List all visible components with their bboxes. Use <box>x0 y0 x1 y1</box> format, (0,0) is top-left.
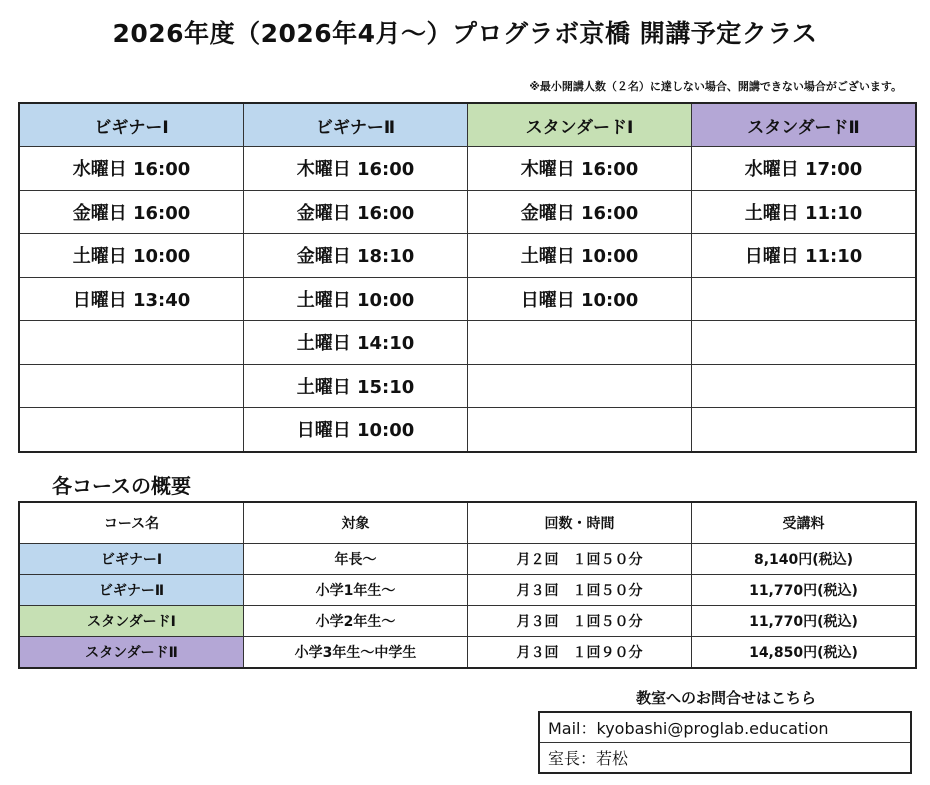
schedule-cell: 日曜日 10:00 <box>244 408 468 452</box>
schedule-row <box>19 147 916 191</box>
schedule-cell <box>692 364 917 408</box>
course-name-cell: ビギナーⅠ <box>19 544 244 575</box>
schedule-cell: 土曜日 15:10 <box>244 364 468 408</box>
contact-row <box>539 712 911 743</box>
schedule-row <box>19 321 916 365</box>
schedule-cell: 金曜日 18:10 <box>244 234 468 278</box>
schedule-cell: 土曜日 10:00 <box>468 234 692 278</box>
schedule-cell: 土曜日 11:10 <box>692 190 917 234</box>
target-cell: 年長～ <box>244 544 468 575</box>
contact-box <box>538 711 912 774</box>
fee-cell: 11,770円(税込) <box>692 606 917 637</box>
schedule-cell <box>692 408 917 452</box>
schedule-cell <box>692 321 917 365</box>
fee-cell: 8,140円(税込) <box>692 544 917 575</box>
schedule-row <box>19 277 916 321</box>
schedule-cell <box>468 364 692 408</box>
schedule-cell <box>468 408 692 452</box>
fee-cell: 11,770円(税込) <box>692 575 917 606</box>
overview-header-target: 対象 <box>244 502 468 544</box>
header-standard-2: スタンダードⅡ <box>692 103 917 147</box>
course-overview-table <box>18 501 917 669</box>
overview-header-fee: 受講料 <box>692 502 917 544</box>
schedule-cell: 金曜日 16:00 <box>19 190 244 234</box>
frequency-cell: 月３回 １回５０分 <box>468 575 692 606</box>
course-name-cell: ビギナーⅡ <box>19 575 244 606</box>
target-cell: 小学3年生～中学生 <box>244 637 468 669</box>
schedule-cell: 土曜日 10:00 <box>19 234 244 278</box>
contact-manager: 室長：若松 <box>539 743 911 774</box>
schedule-cell <box>19 364 244 408</box>
target-cell: 小学2年生～ <box>244 606 468 637</box>
schedule-cell: 木曜日 16:00 <box>468 147 692 191</box>
overview-row <box>19 544 916 575</box>
overview-header-frequency: 回数・時間 <box>468 502 692 544</box>
contact-mail: Mail：kyobashi@proglab.education <box>539 712 911 743</box>
overview-header-course: コース名 <box>19 502 244 544</box>
schedule-cell: 土曜日 10:00 <box>244 277 468 321</box>
schedule-cell: 日曜日 13:40 <box>19 277 244 321</box>
overview-header-row <box>19 502 916 544</box>
schedule-cell: 水曜日 17:00 <box>692 147 917 191</box>
class-schedule-table <box>18 102 917 453</box>
schedule-cell: 土曜日 14:10 <box>244 321 468 365</box>
target-cell: 小学1年生～ <box>244 575 468 606</box>
schedule-row <box>19 408 916 452</box>
schedule-row <box>19 364 916 408</box>
schedule-row <box>19 190 916 234</box>
page-title: 2026年度（2026年4月～）プログラボ京橋 開講予定クラス <box>112 19 818 48</box>
schedule-cell <box>468 321 692 365</box>
header-beginner-2: ビギナーⅡ <box>244 103 468 147</box>
schedule-cell: 金曜日 16:00 <box>244 190 468 234</box>
frequency-cell: 月３回 １回５０分 <box>468 606 692 637</box>
overview-heading: 各コースの概要 <box>52 474 191 498</box>
schedule-cell <box>692 277 917 321</box>
schedule-cell <box>19 408 244 452</box>
schedule-cell <box>19 321 244 365</box>
schedule-cell: 木曜日 16:00 <box>244 147 468 191</box>
overview-row <box>19 606 916 637</box>
schedule-cell: 水曜日 16:00 <box>19 147 244 191</box>
frequency-cell: 月３回 １回９０分 <box>468 637 692 669</box>
header-beginner-1: ビギナーⅠ <box>19 103 244 147</box>
overview-row <box>19 637 916 669</box>
overview-row <box>19 575 916 606</box>
schedule-cell: 金曜日 16:00 <box>468 190 692 234</box>
schedule-cell: 日曜日 10:00 <box>468 277 692 321</box>
schedule-cell: 日曜日 11:10 <box>692 234 917 278</box>
course-name-cell: スタンダードⅡ <box>19 637 244 669</box>
course-name-cell: スタンダードⅠ <box>19 606 244 637</box>
schedule-row <box>19 234 916 278</box>
contact-heading: 教室へのお問合せはこちら <box>635 689 816 707</box>
contact-row <box>539 743 911 774</box>
header-standard-1: スタンダードⅠ <box>468 103 692 147</box>
minimum-enrollment-note: ※最小開講人数（２名）に達しない場合、開講できない場合がございます。 <box>529 80 902 93</box>
fee-cell: 14,850円(税込) <box>692 637 917 669</box>
schedule-header-row <box>19 103 916 147</box>
frequency-cell: 月２回 １回５０分 <box>468 544 692 575</box>
